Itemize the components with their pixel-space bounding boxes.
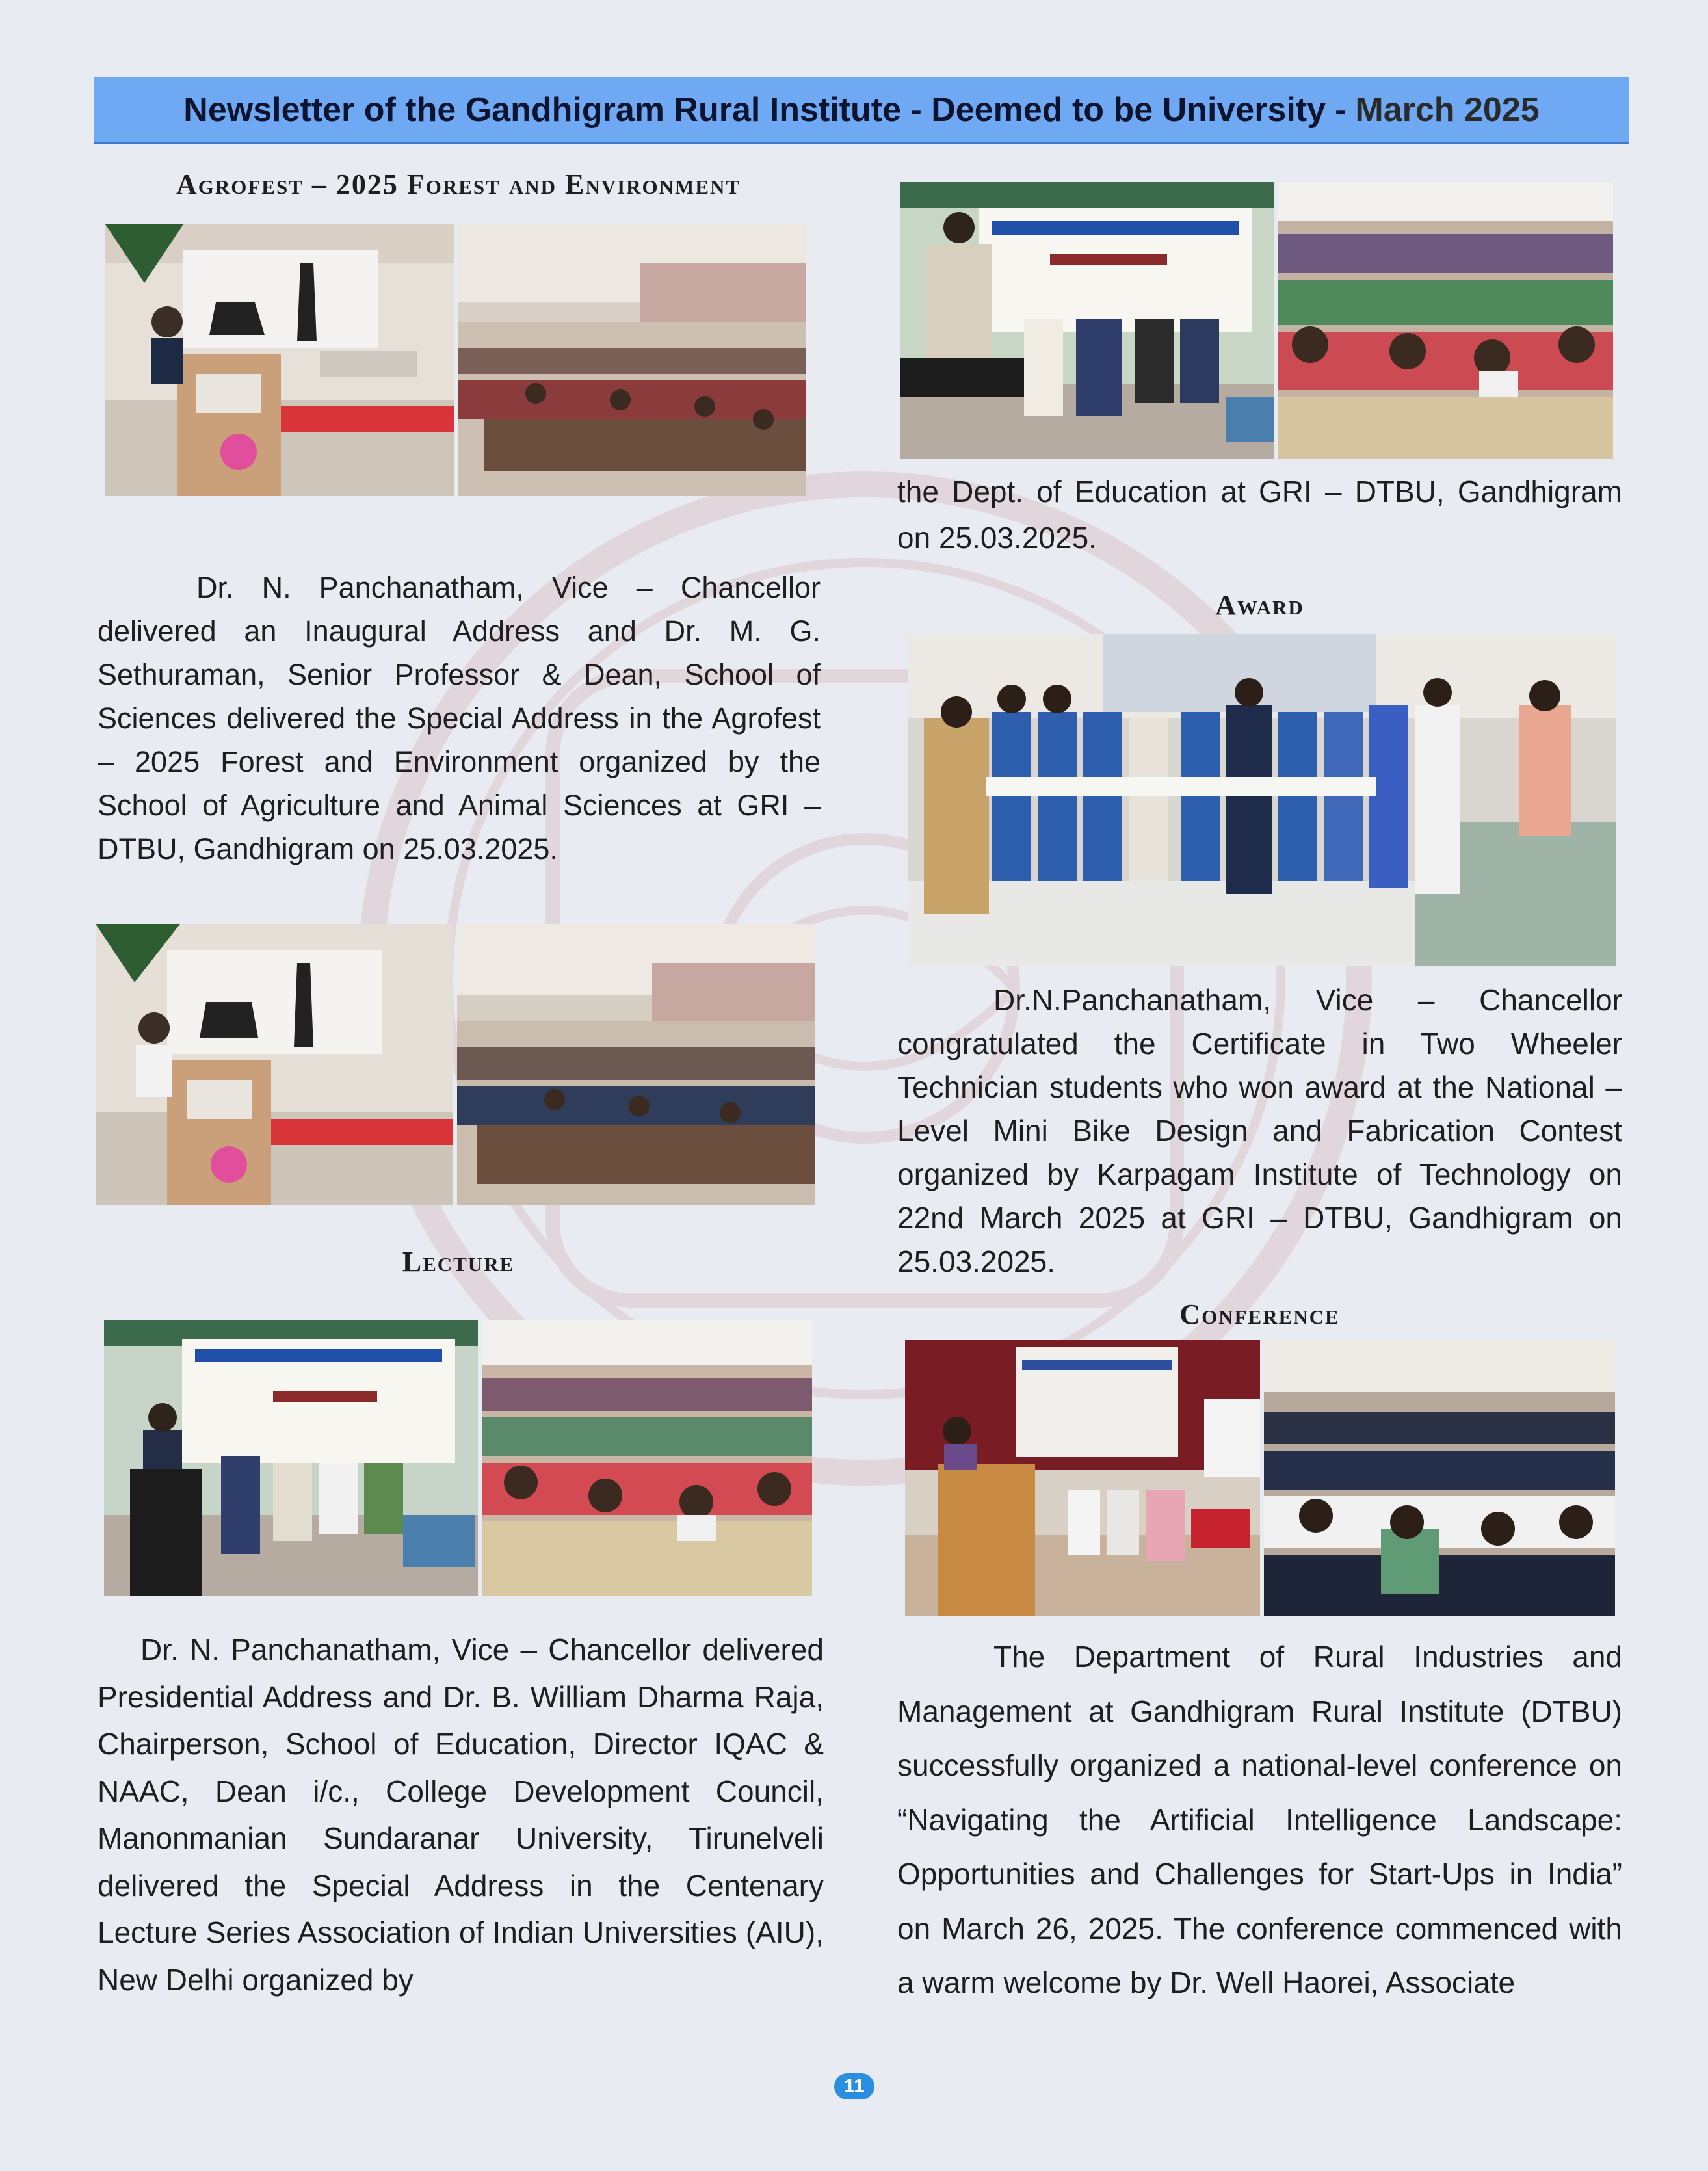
agrofest-heading: Agrofest – 2025 Forest and Environment — [176, 168, 741, 200]
lecture-heading: Lecture — [402, 1246, 515, 1278]
conference-photo-pair — [905, 1340, 1615, 1616]
lecture-paragraph: Dr. N. Panchanatham, Vice – Chancellor delivered Presidential Address and Dr. B. William Dharma Raja, Chairperson, School of Education, Director IQAC & NAAC, Dean i/c., College Development Council, Manonmanian Sundaranar University, Tirunelveli delivered the Special Address in the Centenary Lecture Series Association of Indian Universities (AIU), New Delhi organized by — [98, 1633, 824, 1997]
lecture-continuation-paragraph: the Dept. of Education at GRI – DTBU, Gandhigram on 25.03.2025. — [897, 475, 1622, 555]
lecture-continuation-photo-pair — [900, 182, 1613, 459]
lecture-speaker-photo — [900, 182, 1274, 459]
award-group-photo — [908, 634, 1616, 966]
title-separator: - — [1335, 90, 1347, 129]
conference-audience-photo — [1264, 1340, 1615, 1616]
agrofest-speaker-photo — [96, 924, 453, 1205]
agrofest-crowd-photo — [457, 924, 815, 1205]
agrofest-audience-photo — [458, 224, 806, 496]
page-number-badge: 11 — [834, 2073, 874, 2099]
newsletter-date: March 2025 — [1355, 90, 1540, 129]
lecture-students-photo — [1278, 182, 1613, 459]
newsletter-header-banner — [94, 77, 1629, 144]
agrofest-paragraph: Dr. N. Panchanatham, Vice – Chancellor delivered an Inaugural Address and Dr. M. G. Sethuraman, Senior Professor & Dean, School of Sciences delivered the Special Address in the Agrofest – 2025 Forest and Environment organized by the School of Agriculture and Animal Sciences at GRI – DTBU, Gandhigram on 25.03.2025. — [98, 571, 821, 865]
lecture-audience-photo — [482, 1320, 812, 1596]
conference-paragraph: The Department of Rural Industries and Management at Gandhigram Rural Institute (DTBU) successfully organized a national-level conference on “Navigating the Artificial Intelligence Landscape: Opportunities and Challenges for Start-Ups in India” on March 26, 2025. The conference commenced with a warm welcome by Dr. Well Haorei, Associate — [897, 1640, 1622, 1999]
newsletter-title: Newsletter of the Gandhigram Rural Institute - Deemed to be University — [183, 90, 1326, 129]
award-paragraph: Dr.N.Panchanatham, Vice – Chancellor congratulated the Certificate in Two Wheeler Technician students who won award at the National – Level Mini Bike Design and Fabrication Contest organized by Karpagam Institute of Technology on 22nd March 2025 at GRI – DTBU, Gandhigram on 25.03.2025. — [897, 983, 1622, 1278]
agrofest-photo-pair-2 — [96, 924, 815, 1205]
lecture-stage-photo — [104, 1320, 478, 1596]
agrofest-photo-pair-1 — [105, 224, 806, 496]
agrofest-stage-photo — [105, 224, 454, 496]
lecture-photo-pair — [104, 1320, 812, 1596]
conference-heading: Conference — [1179, 1298, 1340, 1330]
conference-stage-photo — [905, 1340, 1260, 1616]
award-heading: Award — [1215, 589, 1304, 621]
